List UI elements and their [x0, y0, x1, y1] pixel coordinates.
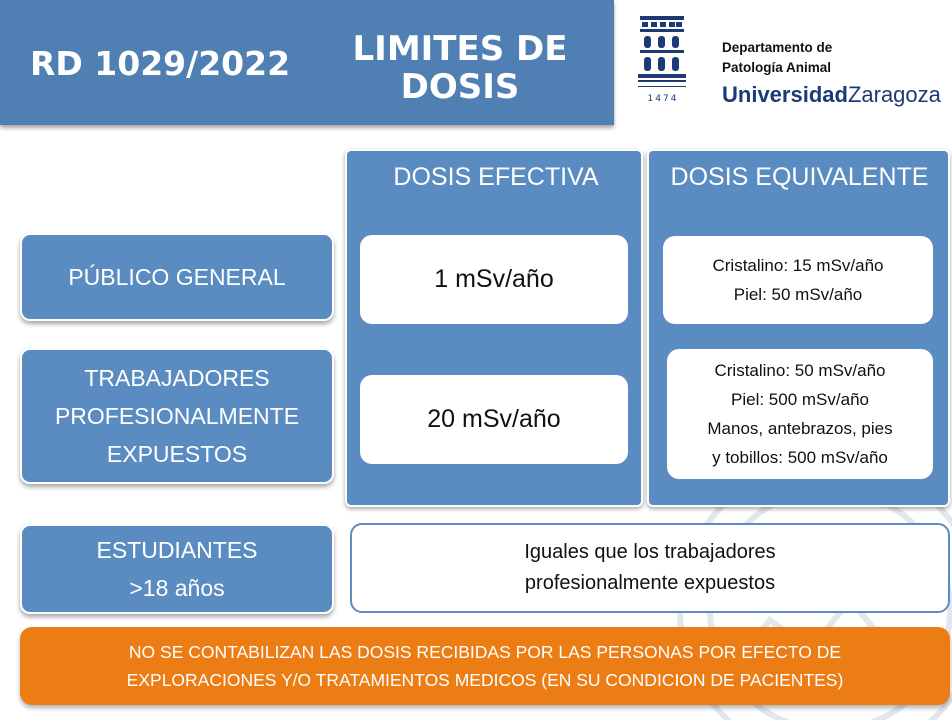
- dose-value: 20 mSv/año: [427, 405, 561, 433]
- department-line: Patología Animal: [722, 60, 832, 75]
- university-name-rest: Zaragoza: [847, 82, 941, 107]
- page-title-line: DOSIS: [400, 67, 520, 107]
- dose-line: y tobillos: 500 mSv/año: [712, 448, 888, 467]
- public-effective-dose: [360, 235, 628, 324]
- dose-line: Manos, antebrazos, pies: [707, 419, 893, 438]
- students-dose: [350, 523, 950, 613]
- row-label-line: ESTUDIANTES: [96, 537, 258, 563]
- public-equivalent-dose: [663, 236, 933, 324]
- equivalent-dose-header: DOSIS EQUIVALENTE: [670, 163, 929, 191]
- dose-line: Cristalino: 15 mSv/año: [712, 256, 884, 275]
- page-title: [340, 30, 580, 106]
- workers-effective-dose: [360, 375, 628, 464]
- department-name: [722, 38, 832, 78]
- logo-year: 1474: [647, 94, 679, 104]
- regulation-title: RD 1029/2022: [30, 44, 291, 83]
- row-label-line: TRABAJADORES: [84, 365, 270, 391]
- row-label-line: >18 años: [129, 575, 225, 601]
- row-label-line: PÚBLICO GENERAL: [68, 264, 286, 290]
- row-label-line: EXPUESTOS: [106, 441, 248, 467]
- dose-value: 1 mSv/año: [434, 265, 554, 293]
- row-label-students: [20, 524, 334, 614]
- students-dose-line: profesionalmente expuestos: [524, 572, 776, 594]
- university-name-bold: Universidad: [722, 82, 848, 107]
- medical-exposure-note: [20, 627, 950, 705]
- effective-dose-header: DOSIS EFECTIVA: [393, 163, 599, 191]
- dose-line: Piel: 500 mSv/año: [731, 390, 869, 409]
- row-label-public: [20, 233, 334, 321]
- row-label-line: PROFESIONALMENTE: [54, 403, 300, 429]
- row-label-workers: [20, 348, 334, 484]
- page-title-line: LIMITES DE: [352, 29, 568, 69]
- note-line: NO SE CONTABILIZAN LAS DOSIS RECIBIDAS POR LAS PERSONAS POR EFECTO DE: [128, 642, 842, 662]
- dose-line: Piel: 50 mSv/año: [733, 285, 863, 304]
- note-line: EXPLORACIONES Y/O TRATAMIENTOS MEDICOS (EN SU CONDICION DE PACIENTES): [126, 670, 844, 690]
- department-line: Departamento de: [722, 40, 833, 55]
- university-name: [722, 82, 941, 108]
- students-dose-line: Iguales que los trabajadores: [524, 541, 776, 563]
- workers-equivalent-dose: [667, 349, 933, 479]
- dose-line: Cristalino: 50 mSv/año: [714, 361, 886, 380]
